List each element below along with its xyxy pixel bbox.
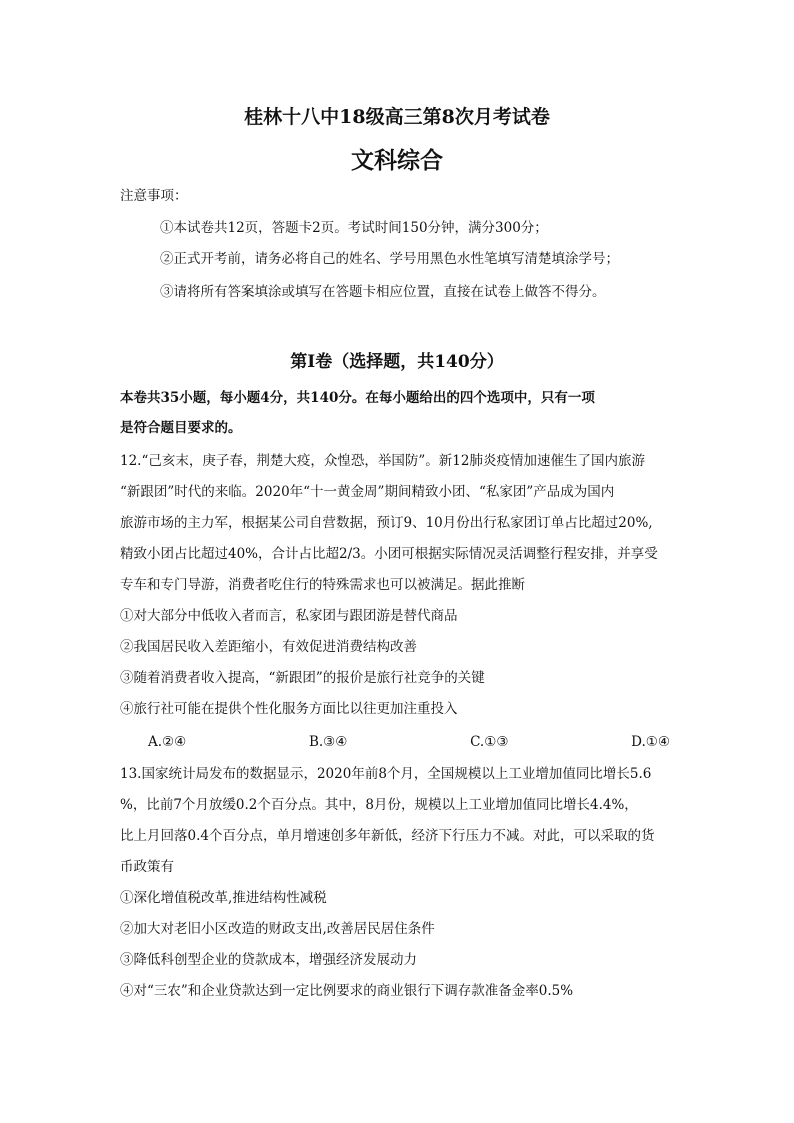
section-instructions: 本卷共35小题，每小题4分，共140分。在每小题给出的四个选项中，只有一项 bbox=[120, 390, 595, 406]
q13-statement: ②加大对老旧小区改造的财政支出,改善居民居住条件 bbox=[120, 921, 435, 937]
q12-option-a[interactable]: A.②④ bbox=[148, 734, 187, 750]
q12-stem-line: 旅游市场的主力军，根据某公司自营数据，预订9、10月份出行私家团订单占比超过20%, bbox=[120, 515, 653, 531]
q13-stem-line: 币政策有 bbox=[120, 859, 174, 875]
q12-statement: ③随着消费者收入提高，“新跟团”的报价是旅行社竞争的关键 bbox=[120, 670, 485, 686]
q12-option-c[interactable]: C.①③ bbox=[470, 734, 509, 750]
q12-options bbox=[148, 732, 670, 752]
section-title: 第Ⅰ卷（选择题，共140分） bbox=[290, 352, 504, 372]
q12-option-d[interactable]: D.①④ bbox=[631, 734, 670, 750]
q12-option-b[interactable]: B.③④ bbox=[308, 734, 348, 750]
q12-statement: ④旅行社可能在提供个性化服务方面比以往更加注重投入 bbox=[120, 701, 458, 717]
q12-stem-line: 12.“己亥末，庚子春，荆楚大疫，众惶恐，举国防”。新12肺炎疫情加速催生了国内旅游 bbox=[120, 453, 645, 469]
q12-stem-line: 专车和专门导游，消费者吃住行的特殊需求也可以被满足。据此推断 bbox=[120, 577, 525, 593]
notice-item: ③请将所有答案填涂或填写在答题卡相应位置，直接在试卷上做答不得分。 bbox=[160, 284, 606, 300]
q13-stem-line: 比上月回落0.4个百分点，单月增速创多年新低，经济下行压力不减。对此，可以采取的货 bbox=[120, 828, 655, 844]
q13-stem-line: 13.国家统计局发布的数据显示，2020年前8个月，全国规模以上工业增加值同比增长5.6 bbox=[120, 766, 652, 782]
q13-statement: ③降低科创型企业的贷款成本，增强经济发展动力 bbox=[120, 952, 417, 968]
q12-stem-line: “新跟团”时代的来临。2020年“十一黄金周”期间精致小团、“私家团”产品成为国内 bbox=[120, 484, 615, 500]
q12-stem-line: 精致小团占比超过40%，合计占比超2/3。小团可根据实际情况灵活调整行程安排，并享受 bbox=[120, 546, 658, 562]
exam-title: 桂林十八中18级高三第8次月考试卷 bbox=[244, 106, 550, 128]
subject-title: 文科综合 bbox=[351, 147, 443, 174]
q12-statement: ①对大部分中低收入者而言，私家团与跟团游是替代商品 bbox=[120, 608, 458, 624]
notice-item: ①本试卷共12页，答题卡2页。考试时间150分钟，满分300分； bbox=[160, 220, 548, 236]
q13-stem-line: %，比前7个月放缓0.2个百分点。其中，8月份，规模以上工业增加值同比增长4.4%， bbox=[120, 797, 638, 813]
section-instructions: 是符合题目要求的。 bbox=[120, 420, 242, 436]
q13-statement: ①深化增值税改革,推进结构性减税 bbox=[120, 890, 327, 906]
notice-heading: 注意事项： bbox=[120, 188, 188, 204]
notice-item: ②正式开考前，请务必将自己的姓名、学号用黑色水性笔填写清楚填涂学号； bbox=[160, 251, 619, 267]
q13-statement: ④对“三农”和企业贷款达到一定比例要求的商业银行下调存款准备金率0.5% bbox=[120, 983, 574, 999]
q12-statement: ②我国居民收入差距缩小，有效促进消费结构改善 bbox=[120, 639, 417, 655]
